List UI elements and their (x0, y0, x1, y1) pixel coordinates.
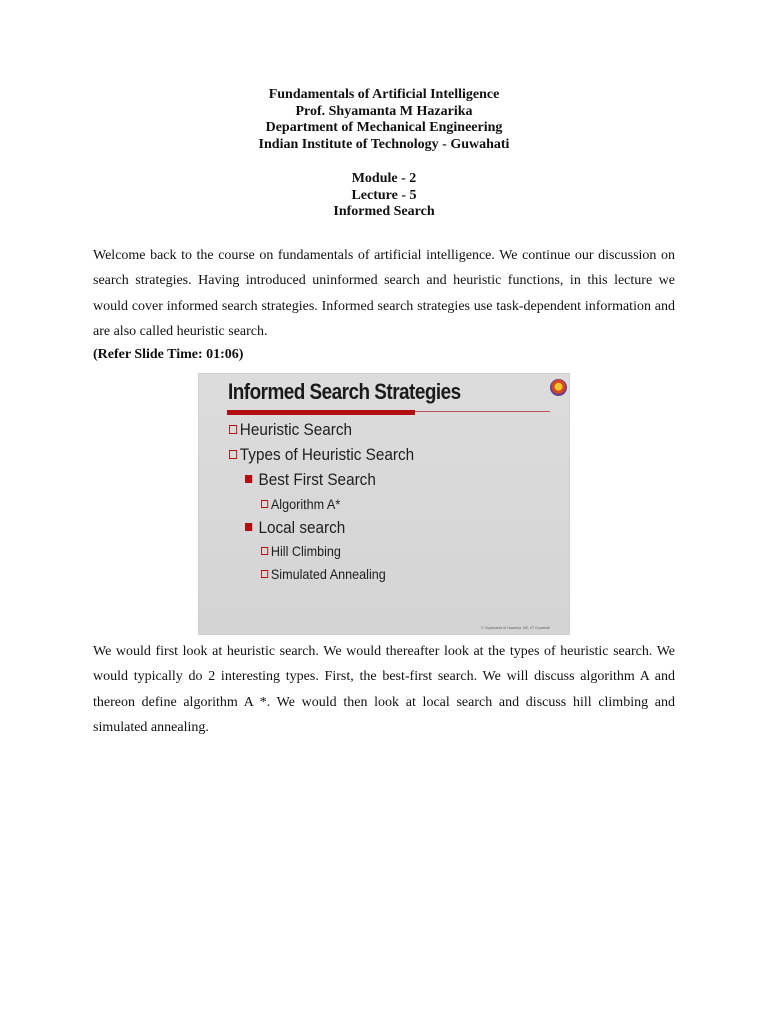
hollow-square-icon (229, 425, 237, 434)
lecture-topic: Informed Search (333, 204, 435, 220)
slide-item-algorithm-a-star: Algorithm A* (261, 496, 340, 512)
body-paragraph: We would first look at heuristic search. We would thereafter look at the types of heuristic search. We would typically do 2 interesting types. First, the best-first search. We will discuss algorithm A and thereon define algorithm A *. We would then look at local search and discuss hill climbing and simulated annealing. (93, 644, 675, 735)
slide-item-heuristic-search: Heuristic Search (229, 420, 352, 440)
professor-name: Prof. Shyamanta M Hazarika (295, 103, 473, 119)
module-label: Module - 2 (351, 170, 417, 186)
slide-footer: © Shyamanta M Hazarika, ME, IIT Guwahati (481, 626, 550, 630)
hollow-square-icon (261, 570, 268, 578)
hollow-square-icon (261, 547, 268, 555)
slide-item-local-search: Local search (245, 518, 345, 538)
filled-square-icon (245, 523, 252, 531)
slide-item-hill-climbing: Hill Climbing (261, 543, 341, 559)
filled-square-icon (245, 475, 252, 483)
slide-item-simulated-annealing: Simulated Annealing (261, 566, 386, 582)
slide-title: Informed Search Strategies (228, 379, 461, 404)
hollow-square-icon (261, 500, 268, 508)
hollow-square-icon (229, 450, 237, 459)
intro-paragraph: Welcome back to the course on fundamentals of artificial intelligence. We continue our discussion on search strategies. Having introduced uninformed search and heuristic functions, in this lecture we would cover informed search strategies. Informed search strategies use task-dependent information and are also called heuristic search. (93, 248, 675, 339)
refer-slide-time: (Refer Slide Time: 01:06) (93, 347, 244, 362)
lecture-label: Lecture - 5 (351, 187, 417, 203)
document-header (0, 87, 768, 221)
slide-title-rule (415, 411, 550, 412)
course-title: Fundamentals of Artificial Intelligence (268, 87, 500, 102)
iit-logo-icon (550, 379, 567, 396)
slide-item-best-first-search: Best First Search (245, 470, 376, 490)
lecture-slide (198, 373, 570, 635)
department-name: Department of Mechanical Engineering (265, 120, 503, 136)
slide-item-types-heuristic-search: Types of Heuristic Search (229, 445, 414, 465)
institute-name: Indian Institute of Technology - Guwahati (258, 137, 510, 153)
header-gap (0, 154, 768, 171)
slide-title-underline (227, 410, 415, 415)
